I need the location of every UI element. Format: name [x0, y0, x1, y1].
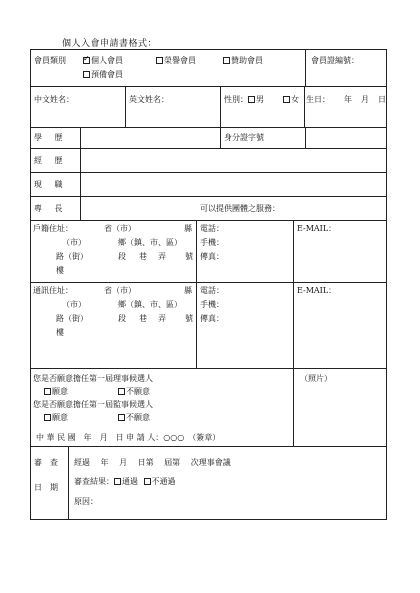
addr-township: 鄉（鎮、市、區） [118, 238, 182, 247]
membership-type-label: 會員類別 [34, 56, 66, 65]
addr-section: 段 [118, 252, 126, 261]
checkbox-icon[interactable] [44, 388, 51, 395]
id-number-label: 身分證字號 [224, 133, 264, 142]
col-line [196, 220, 197, 368]
checked-box-icon[interactable] [83, 57, 90, 64]
checkbox-icon[interactable] [223, 57, 230, 64]
review-meeting-line: 經過 年 月 日第 屆第 次理事會議 [74, 458, 231, 467]
review-date-label: 日 期 [34, 483, 58, 492]
addr-alley: 弄 [158, 252, 166, 261]
col-line [305, 49, 306, 86]
checkbox-icon[interactable] [83, 71, 90, 78]
checkbox-icon[interactable] [283, 96, 290, 103]
addr-road: 路（街） [56, 252, 88, 261]
form-caption: 個人入會申請書格式： [62, 39, 158, 49]
member-id-label: 會員證編號： [311, 56, 359, 65]
director-willing[interactable]: 願意 [44, 387, 68, 397]
option-honorary[interactable]: 榮譽會員 [156, 56, 196, 66]
chinese-name-label: 中文姓名： [34, 95, 74, 104]
mobile-label: 手機： [200, 300, 224, 309]
col-line [68, 446, 69, 520]
fax-label: 傳真： [200, 252, 224, 261]
checkbox-icon[interactable] [114, 478, 121, 485]
mailing-address-label: 通訊住址： [33, 286, 73, 295]
checkbox-icon[interactable] [118, 414, 125, 421]
supervisor-willing[interactable]: 願意 [44, 413, 68, 423]
review-result: 審查結果： 通過 不通過 [74, 477, 176, 486]
col-line [293, 220, 294, 446]
phone-label: 電話： [200, 286, 224, 295]
option-individual[interactable]: ✓ 個人會員 [83, 56, 123, 66]
director-unwilling[interactable]: 不願意 [118, 387, 150, 397]
review-label: 審 查 [34, 458, 58, 467]
addr-county: 縣 [184, 224, 192, 233]
col-line [125, 86, 126, 127]
services-label: 可以提供團體之服務： [200, 204, 280, 213]
birthday-year: 年 [344, 95, 352, 104]
addr-alley: 弄 [158, 314, 166, 323]
row-line [30, 148, 387, 149]
addr-number: 號 [185, 314, 193, 323]
education-label: 學 歷 [34, 133, 68, 142]
checkbox-icon[interactable] [44, 414, 51, 421]
form-table [30, 49, 387, 520]
option-reserve[interactable]: 預備會員 [83, 70, 123, 80]
email-label: E-MAIL： [297, 286, 337, 295]
row-line [30, 220, 387, 221]
addr-province: 省（市） [104, 286, 136, 295]
director-question: 您是否願意擔任第一屆理事候選人 [33, 374, 153, 383]
col-line [305, 127, 306, 148]
applicant-date-line: 中 華 民 國 年 月 日 申 請 人：○○○ （簽章） [36, 433, 221, 442]
checkbox-icon[interactable] [144, 478, 151, 485]
current-job-label: 現 職 [34, 180, 68, 189]
row-line [30, 282, 387, 283]
addr-city: （市） [62, 300, 86, 309]
addr-county: 縣 [184, 286, 192, 295]
addr-lane: 巷 [139, 252, 147, 261]
fax-label: 傳真： [200, 314, 224, 323]
checkbox-icon[interactable] [156, 57, 163, 64]
row-line [30, 368, 387, 369]
row-line [30, 196, 387, 197]
supervisor-unwilling[interactable]: 不願意 [118, 413, 150, 423]
review-reason: 原因： [74, 497, 98, 506]
option-sponsor[interactable]: 贊助會員 [223, 56, 263, 66]
addr-floor: 樓 [56, 328, 64, 337]
checkbox-icon[interactable] [118, 388, 125, 395]
supervisor-question: 您是否願意擔任第一屆監事候選人 [33, 400, 153, 409]
addr-province: 省（市） [104, 224, 136, 233]
col-line [220, 86, 221, 127]
addr-lane: 巷 [139, 314, 147, 323]
email-label: E-MAIL： [297, 224, 337, 233]
birthday-day: 日 [378, 95, 386, 104]
gender-field: 性別： 男 [224, 95, 264, 104]
checkbox-icon[interactable] [248, 96, 255, 103]
mobile-label: 手機： [200, 238, 224, 247]
specialty-label: 專 長 [34, 204, 68, 213]
row-line [30, 86, 387, 87]
birthday-month: 月 [361, 95, 369, 104]
addr-township: 鄉（鎮、市、區） [118, 300, 182, 309]
phone-label: 電話： [200, 224, 224, 233]
photo-placeholder: （照片） [300, 374, 332, 383]
col-line [220, 127, 221, 148]
addr-city: （市） [62, 238, 86, 247]
birthday-label: 生日： [306, 95, 330, 104]
row-line [30, 127, 387, 128]
col-line [80, 127, 81, 220]
addr-floor: 樓 [56, 266, 64, 275]
addr-road: 路（街） [56, 314, 88, 323]
addr-number: 號 [185, 252, 193, 261]
english-name-label: 英文姓名： [129, 95, 169, 104]
row-line [30, 446, 387, 447]
addr-section: 段 [118, 314, 126, 323]
col-line [304, 86, 305, 127]
household-address-label: 戶籍住址： [33, 224, 73, 233]
gender-female[interactable]: 女 [283, 95, 299, 105]
row-line [30, 172, 387, 173]
experience-label: 經 歷 [34, 156, 68, 165]
